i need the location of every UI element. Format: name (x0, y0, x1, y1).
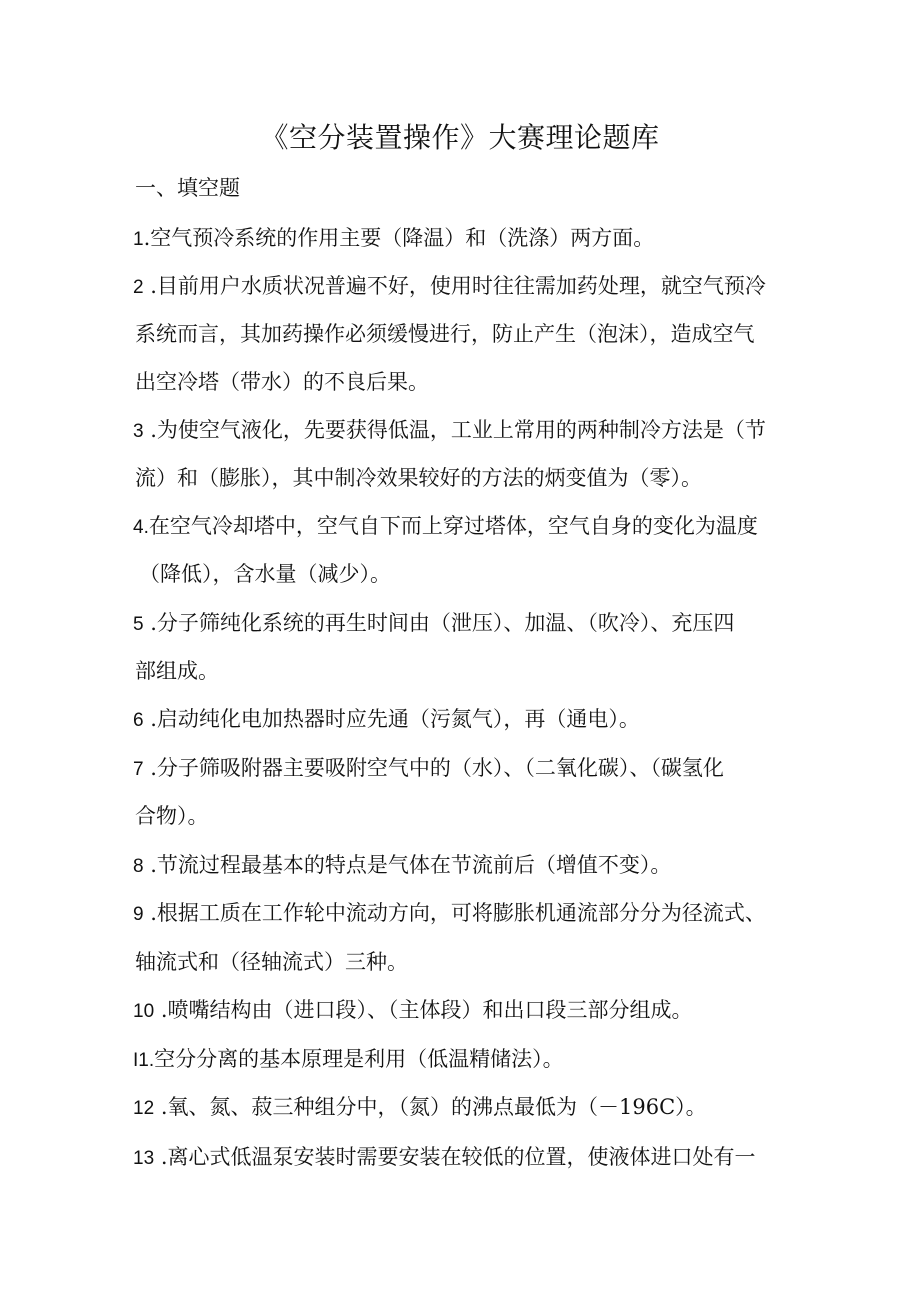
text-line (133, 893, 766, 935)
text-line (133, 990, 693, 1032)
line-text: .离心式低温泵安装时需要安装在较低的位置，使液体进口处有一 (154, 1145, 756, 1169)
text-line (135, 362, 429, 404)
item-number: 8 (133, 856, 144, 877)
line-text: .分子筛纯化系统的再生时间由（泄压）、加温、（吹冷）、充压四 (143, 611, 735, 635)
item-number: 4. (133, 517, 149, 538)
text-line (133, 1137, 756, 1179)
line-text: 在空气冷却塔中，空气自下而上穿过塔体，空气自身的变化为温度 (148, 514, 758, 538)
text-line (133, 748, 724, 790)
item-number: 6 (133, 710, 144, 731)
line-text: 流）和（膨胀），其中制冷效果较好的方法的炳变值为（零）。 (135, 466, 702, 490)
line-text: 空分分离的基本原理是利用（低温精储法）。 (154, 1047, 564, 1071)
text-line (133, 1087, 707, 1129)
line-text: .目前用户水质状况普遍不好，使用时往往需加药处理，就空气预冷 (143, 274, 766, 298)
line-text: .节流过程最基本的特点是气体在节流前后（增值不变）。 (143, 853, 672, 877)
line-text: （降低），含水量（减少）。 (139, 562, 391, 586)
line-text: .启动纯化电加热器时应先通（污氮气），再（通电）。 (143, 707, 640, 731)
line-text: .空气预冷系统的作用主要（降温）和（洗涤）两方面。 (143, 226, 655, 250)
text-line (133, 699, 640, 741)
line-text: .氧、氮、菽三种组分中，（氮）的沸点最低为（－196C）。 (154, 1095, 707, 1119)
item-number: 3 (133, 421, 144, 442)
text-line (135, 796, 209, 838)
line-text: 合物）。 (135, 804, 209, 828)
text-line (135, 942, 408, 984)
text-line (133, 410, 766, 452)
text-line (135, 458, 702, 500)
item-number: 9 (133, 904, 144, 925)
line-text: 系统而言，其加药操作必须缓慢进行，防止产生（泡沫），造成空气 (135, 322, 755, 346)
text-line (133, 266, 766, 308)
item-number: 12 (133, 1098, 155, 1119)
text-line (133, 603, 734, 645)
text-line (133, 1039, 564, 1081)
document-title: 《空分装置操作》大赛理论题库 (260, 121, 660, 154)
line-text: 部组成。 (135, 659, 219, 683)
line-text: .喷嘴结构由（进口段）、（主体段）和出口段三部分组成。 (154, 998, 693, 1022)
text-line (133, 845, 671, 887)
text-line (139, 554, 391, 596)
text-line (135, 651, 219, 693)
text-line (135, 314, 755, 356)
item-number: 5 (133, 614, 144, 635)
line-text: 轴流式和（径轴流式）三种。 (135, 950, 408, 974)
line-text: 出空冷塔（带水）的不良后果。 (135, 370, 429, 394)
text-line (133, 218, 654, 260)
line-text: .根据工质在工作轮中流动方向，可将膨胀机通流部分分为径流式、 (143, 901, 766, 925)
item-number: 13 (133, 1148, 155, 1169)
item-number: 10 (133, 1001, 155, 1022)
item-number: 2 (133, 277, 144, 298)
line-text: .分子筛吸附器主要吸附空气中的（水）、（二氧化碳）、（碳氢化 (143, 756, 724, 780)
item-number: 1 (133, 229, 144, 250)
item-number: 7 (133, 759, 144, 780)
text-line (133, 506, 758, 548)
item-number: I1. (133, 1050, 155, 1071)
section-heading: 一、填空题 (135, 176, 240, 200)
line-text: .为使空气液化，先要获得低温，工业上常用的两种制冷方法是（节 (143, 418, 766, 442)
